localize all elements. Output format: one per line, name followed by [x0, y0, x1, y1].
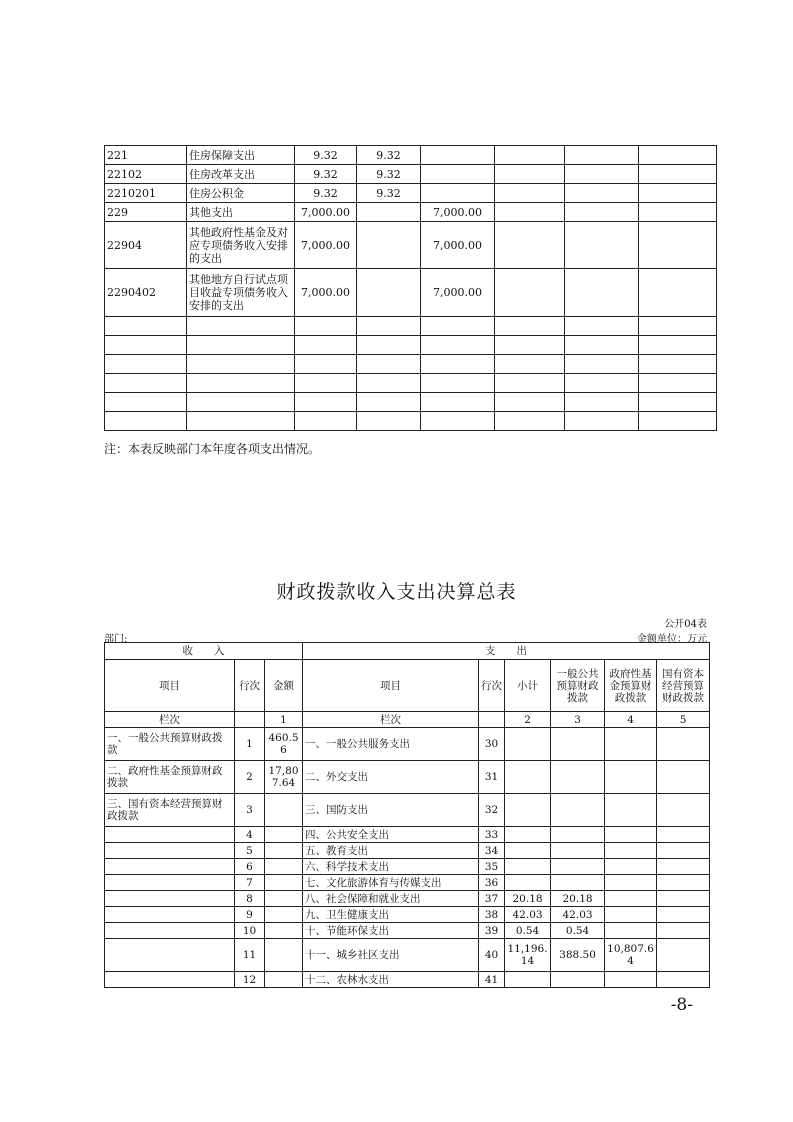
summary-row	[105, 827, 710, 843]
summary-cell-cap	[657, 907, 710, 923]
summary-cell-ex-item: 十、节能环保支出	[303, 923, 479, 939]
summary-cell-in-amt	[265, 907, 303, 923]
summary-cell-gen: 388.50	[551, 939, 605, 972]
blank-cell	[565, 317, 639, 336]
table-cell: 7,000.00	[295, 203, 357, 222]
table-row	[105, 269, 717, 317]
table-cell: 9.32	[357, 184, 421, 203]
table-cell	[639, 165, 717, 184]
summary-cell-ex-item: 七、文化旅游体育与传媒支出	[303, 875, 479, 891]
summary-cell-gen	[551, 794, 605, 827]
summary-cell-fund	[605, 972, 657, 988]
table-cell: 9.32	[295, 146, 357, 165]
summary-cell-in-amt	[265, 794, 303, 827]
summary-row	[105, 923, 710, 939]
summary-cell-in-no: 1	[235, 728, 265, 761]
blank-cell	[105, 412, 187, 431]
blank-cell	[421, 374, 495, 393]
summary-cell-in-item	[105, 875, 235, 891]
blank-cell	[357, 412, 421, 431]
summary-cell-ex-item: 五、教育支出	[303, 843, 479, 859]
summary-cell-ex-item: 二、外交支出	[303, 761, 479, 794]
blank-cell	[105, 355, 187, 374]
col-no-2: 2	[505, 712, 551, 728]
blank-row	[105, 412, 717, 431]
blank-cell	[495, 336, 565, 355]
blank-cell	[105, 317, 187, 336]
table-cell	[565, 165, 639, 184]
blank-row	[105, 374, 717, 393]
summary-cell-sub	[505, 972, 551, 988]
summary-cell-gen	[551, 761, 605, 794]
col-no-empty	[235, 712, 265, 728]
summary-cell-fund	[605, 875, 657, 891]
blank-cell	[495, 355, 565, 374]
summary-cell-in-amt	[265, 827, 303, 843]
blank-row	[105, 355, 717, 374]
summary-cell-sub	[505, 843, 551, 859]
summary-cell-gen: 0.54	[551, 923, 605, 939]
blank-cell	[565, 355, 639, 374]
table-cell: 住房公积金	[187, 184, 295, 203]
summary-cell-in-item: 一、一般公共预算财政拨款	[105, 728, 235, 761]
blank-cell	[565, 336, 639, 355]
summary-cell-in-item	[105, 972, 235, 988]
summary-cell-ex-no: 40	[479, 939, 505, 972]
summary-cell-gen: 42.03	[551, 907, 605, 923]
summary-cell-ex-item: 一、一般公共服务支出	[303, 728, 479, 761]
blank-row	[105, 317, 717, 336]
blank-cell	[495, 412, 565, 431]
summary-cell-sub	[505, 859, 551, 875]
unit-label: 金额单位：万元	[637, 634, 707, 645]
summary-cell-sub: 42.03	[505, 907, 551, 923]
summary-cell-fund	[605, 891, 657, 907]
table-row	[105, 222, 717, 269]
form-code: 公开04表	[664, 619, 707, 630]
summary-cell-cap	[657, 923, 710, 939]
summary-cell-in-no: 8	[235, 891, 265, 907]
summary-cell-in-item	[105, 891, 235, 907]
summary-cell-ex-no: 32	[479, 794, 505, 827]
summary-cell-fund	[605, 827, 657, 843]
summary-cell-in-amt	[265, 972, 303, 988]
blank-cell	[105, 393, 187, 412]
summary-cell-in-amt	[265, 923, 303, 939]
summary-row	[105, 859, 710, 875]
table-cell: 9.32	[357, 165, 421, 184]
col-no-empty2	[479, 712, 505, 728]
summary-cell-cap	[657, 875, 710, 891]
blank-cell	[357, 317, 421, 336]
blank-cell	[295, 355, 357, 374]
summary-cell-gen	[551, 843, 605, 859]
blank-cell	[421, 317, 495, 336]
summary-cell-in-no: 3	[235, 794, 265, 827]
table-row	[105, 165, 717, 184]
blank-cell	[421, 336, 495, 355]
summary-cell-in-item: 三、国有资本经营预算财政拨款	[105, 794, 235, 827]
page-number: -8-	[670, 995, 693, 1015]
summary-cell-ex-item: 四、公共安全支出	[303, 827, 479, 843]
table-cell: 其他支出	[187, 203, 295, 222]
expenditure-table-body	[105, 146, 717, 431]
summary-cell-in-amt: 17,807.64	[265, 761, 303, 794]
summary-cell-in-item	[105, 907, 235, 923]
summary-cell-sub	[505, 875, 551, 891]
summary-cell-gen	[551, 859, 605, 875]
col-header-general-budget: 一般公共预算财政拨款	[551, 660, 605, 712]
summary-cell-cap	[657, 891, 710, 907]
summary-cell-cap	[657, 939, 710, 972]
table-cell	[639, 146, 717, 165]
summary-cell-fund	[605, 761, 657, 794]
blank-cell	[187, 336, 295, 355]
summary-cell-in-amt	[265, 891, 303, 907]
blank-cell	[565, 412, 639, 431]
summary-cell-fund	[605, 923, 657, 939]
table-row	[105, 184, 717, 203]
summary-cell-ex-no: 31	[479, 761, 505, 794]
summary-cell-in-no: 5	[235, 843, 265, 859]
table-cell: 住房保障支出	[187, 146, 295, 165]
page-title: 财政拨款收入支出决算总表	[276, 581, 517, 603]
blank-cell	[639, 355, 717, 374]
summary-cell-fund	[605, 843, 657, 859]
blank-cell	[421, 355, 495, 374]
table-cell	[421, 146, 495, 165]
blank-cell	[639, 412, 717, 431]
summary-cell-cap	[657, 827, 710, 843]
table-cell	[495, 203, 565, 222]
table-cell: 22102	[105, 165, 187, 184]
summary-row	[105, 843, 710, 859]
summary-cell-in-no: 9	[235, 907, 265, 923]
summary-row	[105, 728, 710, 761]
summary-cell-in-item	[105, 827, 235, 843]
summary-cell-sub: 0.54	[505, 923, 551, 939]
summary-cell-sub: 20.18	[505, 891, 551, 907]
col-header-item2: 项目	[303, 660, 479, 712]
summary-cell-in-no: 4	[235, 827, 265, 843]
table-cell	[421, 184, 495, 203]
summary-cell-in-amt: 460.56	[265, 728, 303, 761]
blank-cell	[357, 393, 421, 412]
summary-cell-ex-no: 33	[479, 827, 505, 843]
summary-cell-ex-item: 三、国防支出	[303, 794, 479, 827]
summary-cell-cap	[657, 728, 710, 761]
blank-cell	[421, 393, 495, 412]
summary-cell-sub	[505, 728, 551, 761]
summary-cell-ex-no: 30	[479, 728, 505, 761]
summary-cell-cap	[657, 761, 710, 794]
table-cell	[495, 146, 565, 165]
table-cell: 7,000.00	[295, 222, 357, 269]
summary-cell-in-item	[105, 843, 235, 859]
summary-cell-cap	[657, 794, 710, 827]
summary-cell-gen	[551, 972, 605, 988]
blank-cell	[187, 317, 295, 336]
blank-cell	[295, 393, 357, 412]
section-header-row	[105, 643, 710, 660]
expense-header: 支 出	[303, 643, 710, 660]
table-cell: 7,000.00	[295, 269, 357, 317]
table-cell	[565, 222, 639, 269]
table-cell: 221	[105, 146, 187, 165]
summary-row	[105, 794, 710, 827]
summary-cell-ex-no: 41	[479, 972, 505, 988]
income-header: 收 入	[105, 643, 303, 660]
table-cell	[495, 165, 565, 184]
blank-cell	[295, 412, 357, 431]
table-cell: 7,000.00	[421, 222, 495, 269]
blank-cell	[421, 412, 495, 431]
summary-cell-gen: 20.18	[551, 891, 605, 907]
table-cell: 229	[105, 203, 187, 222]
blank-cell	[639, 317, 717, 336]
table-cell	[639, 269, 717, 317]
summary-cell-cap	[657, 859, 710, 875]
summary-cell-in-amt	[265, 875, 303, 891]
summary-cell-cap	[657, 843, 710, 859]
blank-cell	[295, 336, 357, 355]
blank-cell	[187, 412, 295, 431]
summary-cell-ex-no: 35	[479, 859, 505, 875]
table-cell: 9.32	[357, 146, 421, 165]
table-cell	[495, 184, 565, 203]
table-cell: 2290402	[105, 269, 187, 317]
summary-cell-in-no: 12	[235, 972, 265, 988]
summary-cell-ex-item: 九、卫生健康支出	[303, 907, 479, 923]
summary-cell-in-amt	[265, 939, 303, 972]
department-label: 部门:	[104, 634, 128, 645]
col-header-item: 项目	[105, 660, 235, 712]
summary-cell-sub	[505, 794, 551, 827]
summary-cell-ex-item: 十二、农林水支出	[303, 972, 479, 988]
blank-cell	[187, 374, 295, 393]
summary-cell-in-amt	[265, 843, 303, 859]
table-cell	[565, 203, 639, 222]
summary-row	[105, 875, 710, 891]
summary-cell-in-no: 7	[235, 875, 265, 891]
blank-cell	[495, 374, 565, 393]
table-cell: 其他政府性基金及对应专项债务收入安排的支出	[187, 222, 295, 269]
table-row	[105, 146, 717, 165]
table-cell: 7,000.00	[421, 269, 495, 317]
col-header-state-capital: 国有资本经营预算财政拨款	[657, 660, 710, 712]
summary-cell-sub: 11,196.14	[505, 939, 551, 972]
summary-cell-in-no: 11	[235, 939, 265, 972]
summary-cell-ex-no: 39	[479, 923, 505, 939]
table-cell	[357, 203, 421, 222]
summary-cell-sub	[505, 827, 551, 843]
blank-cell	[357, 336, 421, 355]
blank-cell	[495, 317, 565, 336]
summary-cell-ex-no: 36	[479, 875, 505, 891]
column-header-row	[105, 660, 710, 712]
col-header-gov-fund: 政府性基金预算财政拨款	[605, 660, 657, 712]
blank-cell	[187, 355, 295, 374]
blank-cell	[565, 393, 639, 412]
col-header-amount: 金额	[265, 660, 303, 712]
table-cell: 2210201	[105, 184, 187, 203]
summary-cell-ex-no: 37	[479, 891, 505, 907]
table-cell	[565, 269, 639, 317]
table-cell	[565, 184, 639, 203]
summary-cell-sub	[505, 761, 551, 794]
table-cell	[495, 269, 565, 317]
blank-cell	[105, 374, 187, 393]
table-cell	[421, 165, 495, 184]
table-cell: 9.32	[295, 165, 357, 184]
summary-cell-in-item: 二、政府性基金预算财政拨款	[105, 761, 235, 794]
summary-row	[105, 907, 710, 923]
table-cell	[495, 222, 565, 269]
col-header-row-no2: 行次	[479, 660, 505, 712]
table-cell: 22904	[105, 222, 187, 269]
col-header-subtotal: 小计	[505, 660, 551, 712]
fiscal-allocation-summary-table	[104, 642, 710, 988]
column-number-row	[105, 712, 710, 728]
summary-row	[105, 939, 710, 972]
summary-cell-ex-no: 34	[479, 843, 505, 859]
summary-cell-in-no: 6	[235, 859, 265, 875]
summary-cell-in-item	[105, 939, 235, 972]
blank-cell	[295, 317, 357, 336]
blank-cell	[639, 374, 717, 393]
blank-row	[105, 336, 717, 355]
table-cell: 其他地方自行试点项目收益专项债务收入安排的支出	[187, 269, 295, 317]
summary-cell-in-no: 10	[235, 923, 265, 939]
summary-cell-fund	[605, 794, 657, 827]
blank-cell	[187, 393, 295, 412]
blank-cell	[639, 336, 717, 355]
table-cell	[639, 184, 717, 203]
summary-row	[105, 891, 710, 907]
table-cell	[357, 269, 421, 317]
col-no-5: 5	[657, 712, 710, 728]
summary-cell-cap	[657, 972, 710, 988]
col-no-label: 栏次	[105, 712, 235, 728]
summary-cell-fund	[605, 907, 657, 923]
expenditure-table	[104, 145, 717, 431]
table-note: 注：本表反映部门本年度各项支出情况。	[104, 442, 321, 456]
summary-row	[105, 972, 710, 988]
table-cell: 住房改革支出	[187, 165, 295, 184]
blank-cell	[495, 393, 565, 412]
summary-cell-ex-item: 六、科学技术支出	[303, 859, 479, 875]
summary-cell-in-amt	[265, 859, 303, 875]
summary-cell-in-no: 2	[235, 761, 265, 794]
blank-cell	[105, 336, 187, 355]
col-header-row-no: 行次	[235, 660, 265, 712]
summary-cell-gen	[551, 728, 605, 761]
table-cell: 9.32	[295, 184, 357, 203]
table-cell	[565, 146, 639, 165]
table-cell	[357, 222, 421, 269]
summary-cell-fund	[605, 728, 657, 761]
table-cell	[639, 222, 717, 269]
blank-row	[105, 393, 717, 412]
table-cell: 7,000.00	[421, 203, 495, 222]
summary-cell-fund: 10,807.64	[605, 939, 657, 972]
summary-cell-ex-item: 十一、城乡社区支出	[303, 939, 479, 972]
summary-cell-gen	[551, 827, 605, 843]
fiscal-allocation-summary-body	[105, 643, 710, 988]
col-no-1: 1	[265, 712, 303, 728]
summary-cell-in-item	[105, 923, 235, 939]
blank-cell	[565, 374, 639, 393]
col-no-label2: 栏次	[303, 712, 479, 728]
summary-row	[105, 761, 710, 794]
blank-cell	[295, 374, 357, 393]
summary-cell-gen	[551, 875, 605, 891]
summary-cell-ex-no: 38	[479, 907, 505, 923]
summary-cell-fund	[605, 859, 657, 875]
col-no-4: 4	[605, 712, 657, 728]
table-row	[105, 203, 717, 222]
blank-cell	[357, 355, 421, 374]
summary-cell-in-item	[105, 859, 235, 875]
col-no-3: 3	[551, 712, 605, 728]
table-cell	[639, 203, 717, 222]
blank-cell	[357, 374, 421, 393]
blank-cell	[639, 393, 717, 412]
summary-cell-ex-item: 八、社会保障和就业支出	[303, 891, 479, 907]
